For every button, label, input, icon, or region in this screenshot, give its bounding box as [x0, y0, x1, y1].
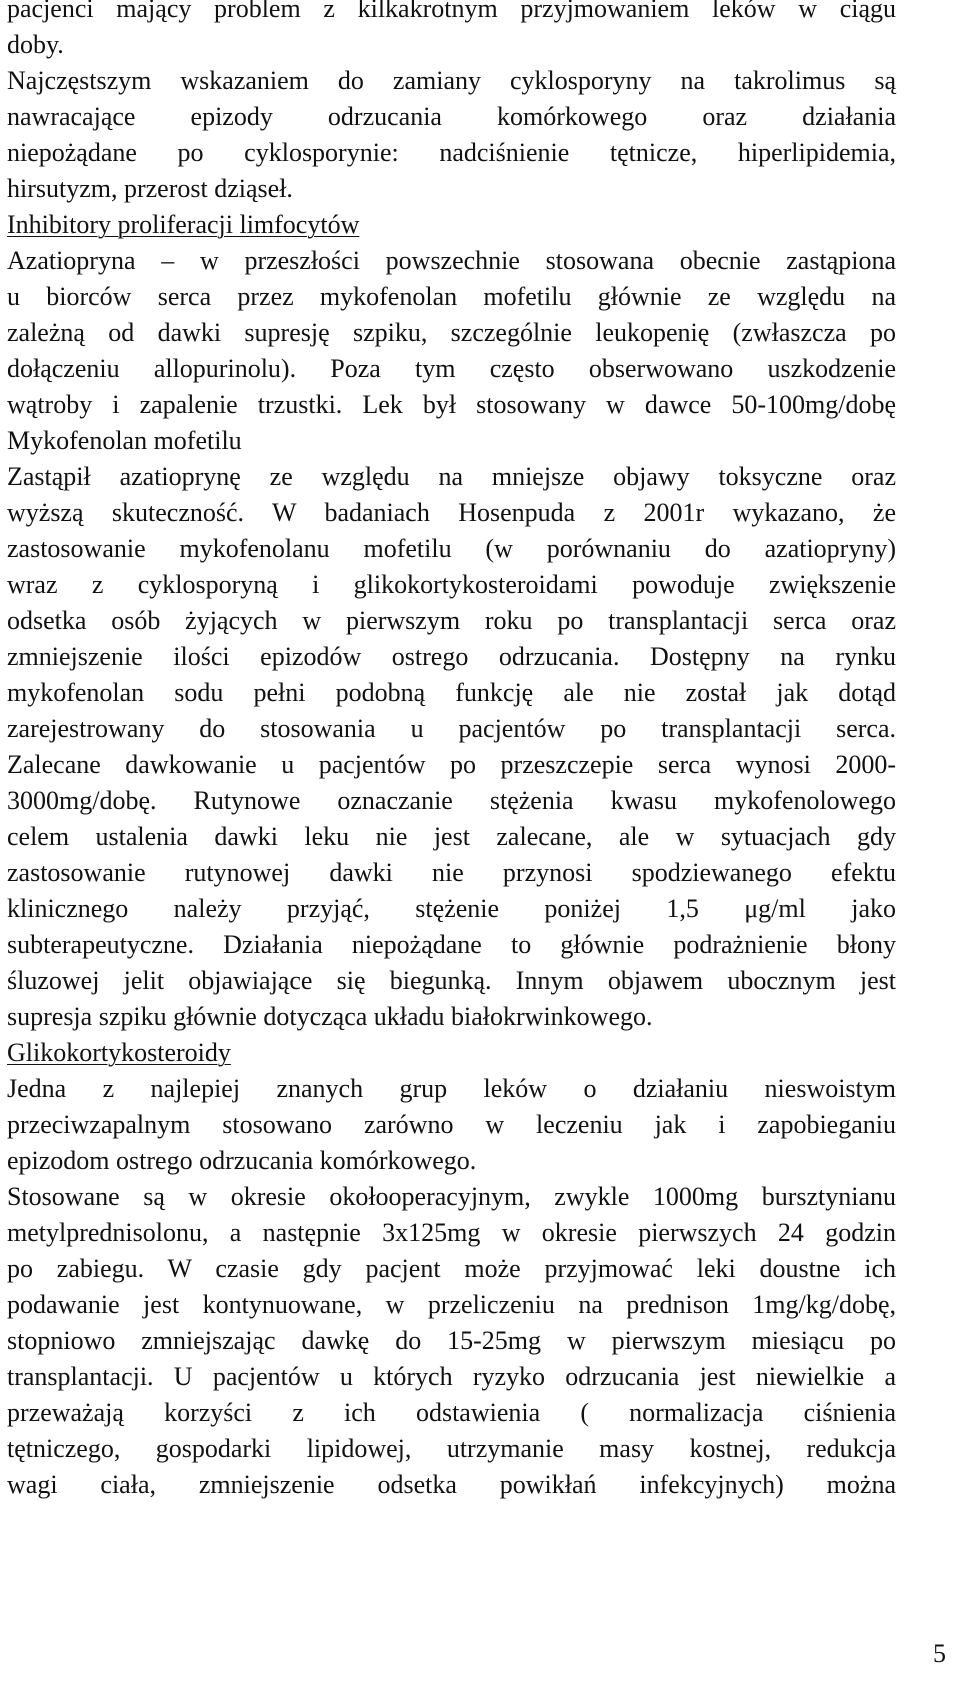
- text-line: klinicznego należy przyjąć, stężenie poniżej 1,5 μg/ml jako: [7, 894, 896, 923]
- text-line: zastosowanie rutynowej dawki nie przynosi spodziewanego efektu: [7, 858, 896, 887]
- text-line: 3000mg/dobę. Rutynowe oznaczanie stężenia kwasu mykofenolowego: [7, 786, 896, 815]
- text-line: odsetka osób żyjących w pierwszym roku po transplantacji serca oraz: [7, 606, 896, 635]
- text-line: wątroby i zapalenie trzustki. Lek był stosowany w dawce 50-100mg/dobę: [7, 390, 896, 419]
- text-line: mykofenolan sodu pełni podobną funkcję ale nie został jak dotąd: [7, 678, 896, 707]
- text-line: Jedna z najlepiej znanych grup leków o działaniu nieswoistym: [7, 1074, 896, 1103]
- text-line: metylprednisolonu, a następnie 3x125mg w okresie pierwszych 24 godzin: [7, 1218, 896, 1247]
- text-line: śluzowej jelit objawiające się biegunką. Innym objawem ubocznym jest: [7, 966, 896, 995]
- text-line: u biorców serca przez mykofenolan mofetilu głównie ze względu na: [7, 282, 896, 311]
- text-line: wyższą skuteczność. W badaniach Hosenpuda z 2001r wykazano, że: [7, 498, 896, 527]
- text-line: doby.: [7, 30, 64, 59]
- page-number: 5: [933, 1639, 946, 1668]
- text-line: zmniejszenie ilości epizodów ostrego odrzucania. Dostępny na rynku: [7, 642, 896, 671]
- text-line: dołączeniu allopurinolu). Poza tym często obserwowano uszkodzenie: [7, 354, 896, 383]
- text-line: Zalecane dawkowanie u pacjentów po przeszczepie serca wynosi 2000-: [7, 750, 896, 779]
- text-line: zastosowanie mykofenolanu mofetilu (w porównaniu do azatiopryny): [7, 534, 896, 563]
- text-line: Mykofenolan mofetilu: [7, 426, 242, 455]
- text-line: niepożądane po cyklosporynie: nadciśnienie tętnicze, hiperlipidemia,: [7, 138, 896, 167]
- text-line: tętniczego, gospodarki lipidowej, utrzymanie masy kostnej, redukcja: [7, 1434, 896, 1463]
- text-line: Azatiopryna – w przeszłości powszechnie stosowana obecnie zastąpiona: [7, 246, 896, 275]
- text-line: zależną od dawki supresję szpiku, szczególnie leukopenię (zwłaszcza po: [7, 318, 896, 347]
- text-line: przeważają korzyści z ich odstawienia ( normalizacja ciśnienia: [7, 1398, 896, 1427]
- text-line: wraz z cyklosporyną i glikokortykosteroidami powoduje zwiększenie: [7, 570, 896, 599]
- text-line: celem ustalenia dawki leku nie jest zalecane, ale w sytuacjach gdy: [7, 822, 896, 851]
- text-line: Zastąpił azatioprynę ze względu na mniejsze objawy toksyczne oraz: [7, 462, 896, 491]
- text-line: transplantacji. U pacjentów u których ryzyko odrzucania jest niewielkie a: [7, 1362, 896, 1391]
- text-line: subterapeutyczne. Działania niepożądane to głównie podrażnienie błony: [7, 930, 896, 959]
- text-line: podawanie jest kontynuowane, w przeliczeniu na prednison 1mg/kg/dobę,: [7, 1290, 896, 1319]
- text-line: epizodom ostrego odrzucania komórkowego.: [7, 1146, 477, 1175]
- text-line: hirsutyzm, przerost dziąseł.: [7, 174, 293, 203]
- text-line: zarejestrowany do stosowania u pacjentów po transplantacji serca.: [7, 714, 896, 743]
- body-text: [7, 0, 896, 1503]
- text-line: po zabiegu. W czasie gdy pacjent może przyjmować leki doustne ich: [7, 1254, 896, 1283]
- text-line: Najczęstszym wskazaniem do zamiany cyklosporyny na takrolimus są: [7, 66, 896, 95]
- text-line: pacjenci mający problem z kilkakrotnym przyjmowaniem leków w ciągu: [7, 0, 896, 23]
- text-line: wagi ciała, zmniejszenie odsetka powikłań infekcyjnych) można: [7, 1470, 896, 1499]
- text-line: nawracające epizody odrzucania komórkowego oraz działania: [7, 102, 896, 131]
- text-line: Stosowane są w okresie okołooperacyjnym, zwykle 1000mg bursztynianu: [7, 1182, 896, 1211]
- text-line: stopniowo zmniejszając dawkę do 15-25mg w pierwszym miesiącu po: [7, 1326, 896, 1355]
- text-line: przeciwzapalnym stosowano zarówno w leczeniu jak i zapobieganiu: [7, 1110, 896, 1139]
- text-line: supresja szpiku głównie dotycząca układu białokrwinkowego.: [7, 1002, 653, 1031]
- section-heading: Glikokortykosteroidy: [7, 1038, 231, 1067]
- document-page: [7, 0, 896, 1503]
- section-heading: Inhibitory proliferacji limfocytów: [7, 210, 360, 239]
